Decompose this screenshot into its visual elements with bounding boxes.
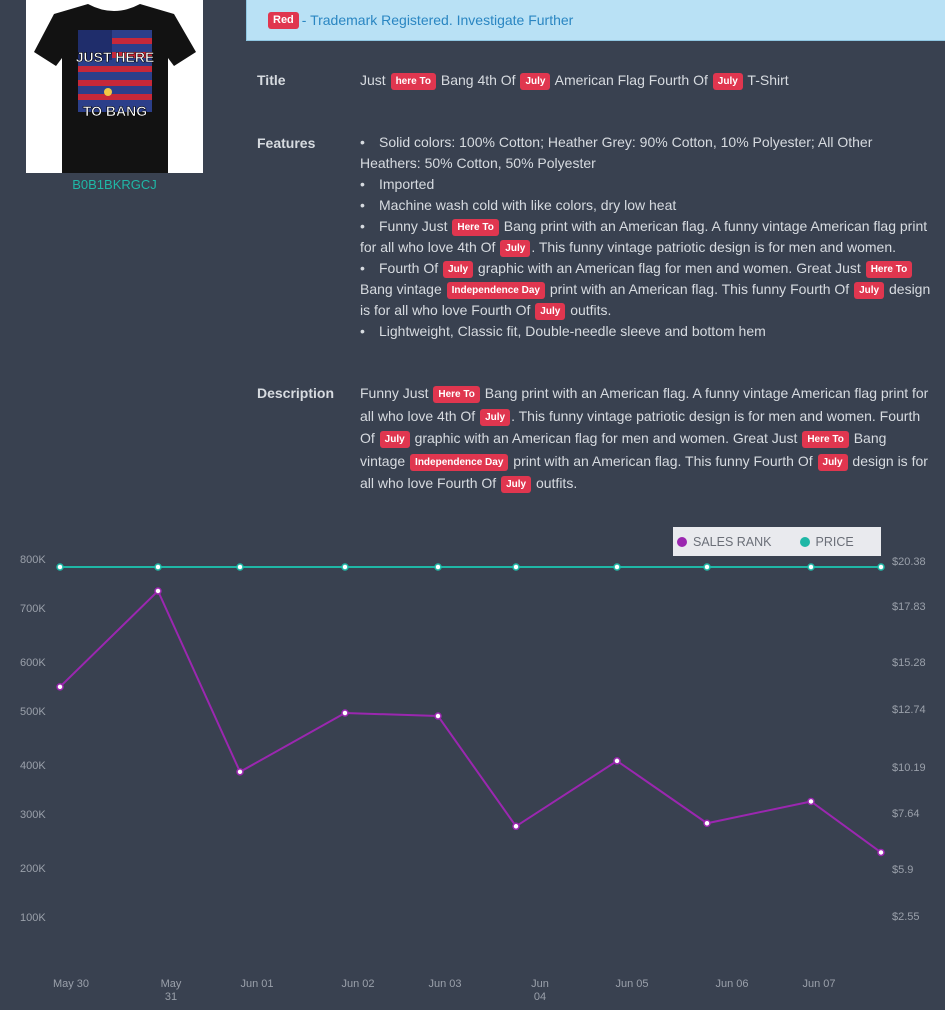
x-tick: Jun 07 bbox=[802, 978, 836, 990]
sales-rank-point bbox=[513, 823, 519, 829]
keyword-tag: here To bbox=[391, 73, 436, 90]
price-point bbox=[435, 564, 441, 570]
price-point bbox=[614, 564, 620, 570]
feature-item: • Machine wash cold with like colors, dry low heat bbox=[360, 197, 677, 213]
x-tick: Jun bbox=[531, 978, 549, 990]
feature-item: • Lightweight, Classic fit, Double-needle sleeve and bottom hem bbox=[360, 323, 766, 339]
alert-text[interactable]: - Trademark Registered. Investigate Further bbox=[301, 12, 574, 28]
x-tick: Jun 05 bbox=[615, 978, 649, 990]
sales-rank-point bbox=[878, 849, 884, 855]
shirt-text-top: JUST HERE bbox=[75, 49, 155, 65]
keyword-tag: July bbox=[380, 431, 410, 448]
y-tick-left: 100K bbox=[20, 912, 46, 924]
sales-rank-point bbox=[342, 710, 348, 716]
keyword-tag: July bbox=[854, 282, 884, 299]
price-point bbox=[342, 564, 348, 570]
sales-rank-point bbox=[155, 588, 161, 594]
y-tick-right: $12.74 bbox=[892, 704, 926, 716]
sales-rank-point bbox=[808, 798, 814, 804]
y-tick-right: $20.38 bbox=[892, 556, 926, 568]
y-tick-right: $10.19 bbox=[892, 762, 926, 774]
keyword-tag: Here To bbox=[866, 261, 913, 278]
title-label: Title bbox=[257, 72, 286, 88]
x-tick: May bbox=[160, 978, 182, 990]
features-label: Features bbox=[257, 135, 316, 151]
y-tick-right: $2.55 bbox=[892, 911, 920, 923]
feature-item: • Fourth Of July graphic with an American flag for men and women. Great Just Here To Bang vintage Independence Day print with an American flag. This funny Fourth Of July design is for all who love Fourth Of July outfits. bbox=[360, 260, 931, 318]
x-tick: Jun 06 bbox=[715, 978, 749, 990]
price-point bbox=[808, 564, 814, 570]
y-tick-right: $5.9 bbox=[892, 864, 914, 876]
feature-item: • Imported bbox=[360, 176, 435, 192]
keyword-tag: July bbox=[501, 476, 531, 493]
y-tick-left: 700K bbox=[20, 603, 46, 615]
keyword-tag: Independence Day bbox=[447, 282, 545, 299]
y-tick-left: 200K bbox=[20, 863, 46, 875]
sales-price-chart bbox=[0, 540, 945, 1010]
shirt-text-bottom: TO BANG bbox=[82, 103, 148, 119]
legend-sales-rank-label: SALES RANK bbox=[693, 534, 772, 549]
x-tick-line2: 31 bbox=[164, 991, 178, 1003]
product-description: Funny Just Here To Bang print with an American flag. A funny vintage American flag print for all who love 4th Of July . This funny vintage patriotic design is for men and women. Fourth Of July graphic with an American flag for men and women. Great Just Here To Bang vintage Independence Day print with an American flag. This funny Fourth Of July design is for all who love Fourth Of July outfits. bbox=[360, 385, 929, 491]
y-tick-left: 300K bbox=[20, 809, 46, 821]
product-image[interactable] bbox=[26, 0, 203, 173]
asin-link[interactable]: B0B1BKRGCJ bbox=[72, 177, 157, 192]
x-tick: Jun 03 bbox=[428, 978, 462, 990]
features-list bbox=[360, 132, 935, 342]
keyword-tag: July bbox=[535, 303, 565, 320]
keyword-tag: July bbox=[500, 240, 530, 257]
y-tick-right: $17.83 bbox=[892, 601, 926, 613]
price-point bbox=[878, 564, 884, 570]
keyword-tag: Here To bbox=[433, 386, 480, 403]
sales-rank-point bbox=[237, 769, 243, 775]
alert-badge: Red bbox=[268, 12, 299, 29]
price-point bbox=[237, 564, 243, 570]
keyword-tag: Independence Day bbox=[410, 454, 508, 471]
price-point bbox=[704, 564, 710, 570]
sales-rank-line bbox=[60, 591, 881, 852]
y-tick-left: 400K bbox=[20, 760, 46, 772]
sales-rank-point bbox=[435, 713, 441, 719]
keyword-tag: Here To bbox=[802, 431, 849, 448]
trademark-alert bbox=[246, 0, 945, 41]
y-tick-right: $15.28 bbox=[892, 657, 926, 669]
sales-rank-point bbox=[614, 758, 620, 764]
sales-rank-point bbox=[704, 820, 710, 826]
keyword-tag: July bbox=[443, 261, 473, 278]
keyword-tag: July bbox=[520, 73, 550, 90]
legend-price-label: PRICE bbox=[815, 534, 854, 549]
x-tick: May 30 bbox=[52, 978, 90, 990]
price-point bbox=[513, 564, 519, 570]
sales-rank-point bbox=[57, 684, 63, 690]
x-tick-line2: 04 bbox=[533, 991, 547, 1003]
keyword-tag: July bbox=[480, 409, 510, 426]
x-tick: Jun 01 bbox=[240, 978, 274, 990]
tshirt-image bbox=[26, 0, 203, 173]
x-tick: Jun 02 bbox=[341, 978, 375, 990]
keyword-tag: July bbox=[818, 454, 848, 471]
keyword-tag: Here To bbox=[452, 219, 499, 236]
price-point bbox=[155, 564, 161, 570]
price-point bbox=[57, 564, 63, 570]
description-label: Description bbox=[257, 385, 335, 401]
y-tick-left: 800K bbox=[20, 554, 46, 566]
y-tick-right: $7.64 bbox=[892, 808, 920, 820]
product-title: Just here To Bang 4th Of July American Flag Fourth Of July T-Shirt bbox=[360, 72, 789, 88]
feature-item: • Solid colors: 100% Cotton; Heather Grey: 90% Cotton, 10% Polyester; All Other Heathers: 50% Cotton, 50% Polyester bbox=[360, 134, 873, 171]
feature-item: • Funny Just Here To Bang print with an American flag. A funny vintage American flag print for all who love 4th Of July . This funny vintage patriotic design is for men and women. bbox=[360, 218, 928, 255]
y-tick-left: 600K bbox=[20, 657, 46, 669]
y-tick-left: 500K bbox=[20, 706, 46, 718]
keyword-tag: July bbox=[713, 73, 743, 90]
